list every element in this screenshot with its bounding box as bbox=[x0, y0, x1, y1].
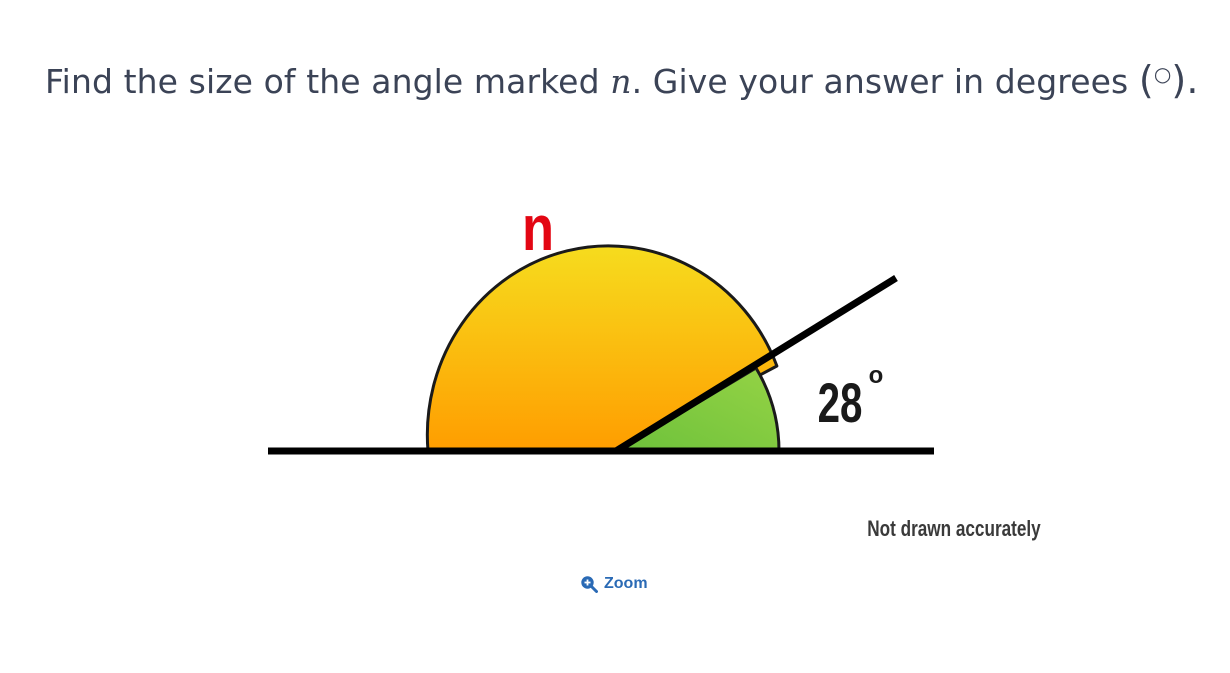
question-variable: n bbox=[610, 62, 632, 101]
given-angle-degree: o bbox=[868, 362, 884, 389]
unit-close-paren: ). bbox=[1171, 58, 1199, 102]
angle-n-label: n bbox=[521, 193, 555, 265]
zoom-button[interactable] bbox=[580, 575, 648, 593]
unit-open-paren: ( bbox=[1138, 58, 1154, 102]
zoom-in-icon bbox=[580, 575, 598, 593]
zoom-label: Zoom bbox=[604, 575, 648, 592]
not-drawn-accurately-note: Not drawn accurately bbox=[867, 517, 1041, 542]
question-suffix: . Give your answer in degrees bbox=[631, 62, 1139, 101]
question-prefix: Find the size of the angle marked bbox=[45, 62, 611, 101]
degree-symbol: ○ bbox=[1153, 62, 1172, 86]
given-angle-value: 28 bbox=[817, 372, 863, 435]
